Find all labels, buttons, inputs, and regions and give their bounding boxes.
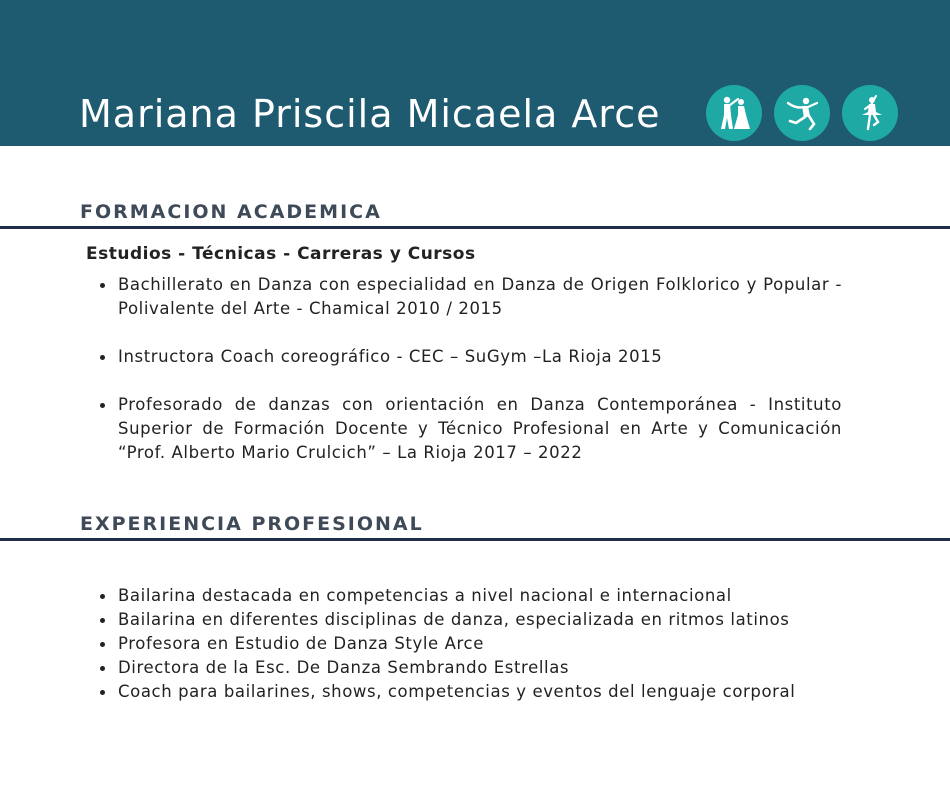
education-section-title: FORMACION ACADEMICA — [80, 201, 382, 223]
list-item: Bailarina destacada en competencias a nivel nacional e internacional — [100, 584, 890, 608]
education-divider — [0, 226, 950, 229]
dance-couple-icon — [706, 85, 762, 141]
list-item: Instructora Coach coreográfico - CEC – SuGym –La Rioja 2015 — [100, 345, 842, 369]
list-item: Bailarina en diferentes disciplinas de danza, especializada en ritmos latinos — [100, 608, 890, 632]
list-item: Profesorado de danzas con orientación en Danza Contemporánea - Instituto Superior de Formación Docente y Técnico Profesional en Arte y Comunicación “Prof. Alberto Mario Crulcich” – La Rioja 2017 – 2022 — [100, 393, 842, 465]
education-list — [100, 273, 842, 489]
dance-icons — [706, 85, 898, 141]
list-item: Profesora en Estudio de Danza Style Arce — [100, 632, 890, 656]
experience-list — [100, 584, 890, 704]
experience-divider — [0, 538, 950, 541]
dancer-leap-icon — [774, 85, 830, 141]
education-subheading: Estudios - Técnicas - Carreras y Cursos — [86, 244, 476, 264]
person-name: Mariana Priscila Micaela Arce — [79, 92, 661, 136]
experience-section-title: EXPERIENCIA PROFESIONAL — [80, 513, 424, 535]
list-item: Coach para bailarines, shows, competencias y eventos del lenguaje corporal — [100, 680, 890, 704]
list-item: Bachillerato en Danza con especialidad en Danza de Origen Folklorico y Popular - Polivalente del Arte - Chamical 2010 / 2015 — [100, 273, 842, 321]
list-item: Directora de la Esc. De Danza Sembrando Estrellas — [100, 656, 890, 680]
ballerina-icon — [842, 85, 898, 141]
header-banner — [0, 0, 950, 146]
